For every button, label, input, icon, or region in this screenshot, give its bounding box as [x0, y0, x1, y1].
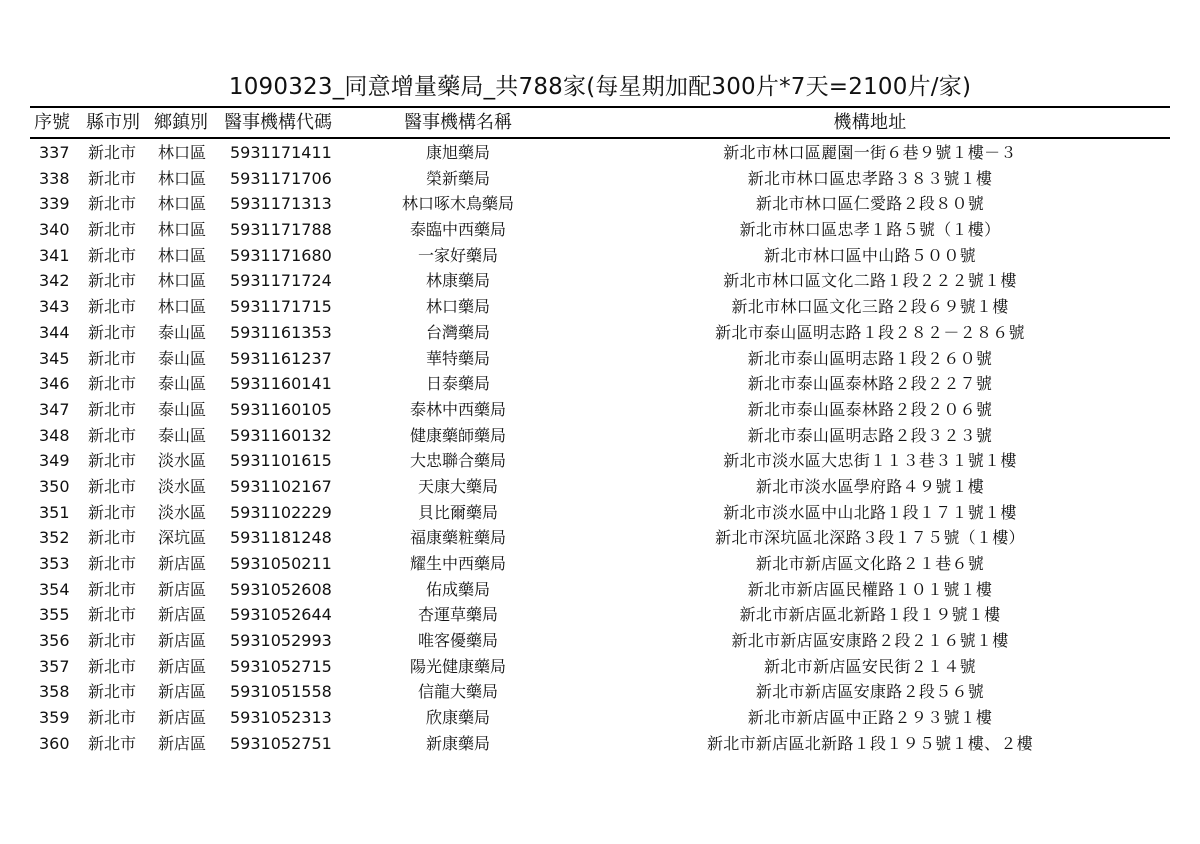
cell-code: 5931052644: [230, 605, 332, 625]
cell-address: 新北市新店區北新路１段１９５號１樓、２樓: [706, 733, 1033, 753]
table-row: [30, 500, 1170, 526]
cell-code: 5931101615: [230, 451, 332, 471]
cell-code: 5931171680: [230, 245, 332, 265]
cell-no: 349: [39, 451, 70, 471]
table-row: [30, 525, 1170, 551]
table-row: [30, 654, 1170, 680]
cell-code: 5931052608: [230, 579, 332, 599]
cell-no: 343: [39, 297, 70, 317]
cell-pharmacy-name: 佑成藥局: [425, 579, 490, 599]
table-row: [30, 577, 1170, 603]
cell-address: 新北市淡水區中山北路１段１７１號１樓: [723, 502, 1017, 522]
cell-address: 新北市林口區忠孝路３８３號１樓: [747, 168, 993, 188]
table-row: [30, 243, 1170, 269]
cell-town: 淡水區: [158, 502, 207, 522]
cell-pharmacy-name: 一家好藥局: [417, 245, 498, 265]
cell-code: 5931171411: [230, 143, 332, 162]
cell-no: 337: [39, 143, 70, 162]
cell-city: 新北市: [88, 322, 137, 342]
cell-code: 5931181248: [230, 528, 332, 548]
cell-city: 新北市: [88, 271, 137, 291]
cell-town: 林口區: [158, 297, 207, 317]
cell-pharmacy-name: 陽光健康藥局: [409, 656, 506, 676]
cell-code: 5931102229: [230, 502, 332, 522]
table-row: [30, 397, 1170, 423]
cell-city: 新北市: [88, 656, 137, 676]
cell-code: 5931171788: [230, 220, 332, 240]
cell-city: 新北市: [88, 245, 137, 265]
table-row: [30, 423, 1170, 449]
cell-address: 新北市林口區忠孝１路５號（１樓）: [739, 220, 1001, 240]
header-no: 序號: [34, 112, 70, 133]
cell-no: 355: [39, 605, 70, 625]
cell-town: 泰山區: [158, 399, 207, 419]
table-row: [30, 371, 1170, 397]
cell-code: 5931160132: [230, 425, 332, 445]
cell-city: 新北市: [88, 579, 137, 599]
cell-pharmacy-name: 康旭藥局: [425, 143, 490, 162]
cell-town: 泰山區: [158, 425, 207, 445]
cell-code: 5931052751: [230, 733, 332, 753]
cell-city: 新北市: [88, 348, 137, 368]
header-top-rule: [30, 106, 1170, 108]
table-row: [30, 679, 1170, 705]
cell-city: 新北市: [88, 425, 137, 445]
cell-town: 林口區: [158, 271, 207, 291]
cell-address: 新北市新店區民權路１０１號１樓: [747, 579, 993, 599]
cell-code: 5931171724: [230, 271, 332, 291]
cell-address: 新北市泰山區明志路１段２６０號: [747, 348, 993, 368]
cell-pharmacy-name: 唯客優藥局: [417, 631, 498, 651]
cell-pharmacy-name: 杏運草藥局: [417, 605, 498, 625]
cell-city: 新北市: [88, 554, 137, 573]
cell-city: 新北市: [88, 194, 137, 214]
cell-no: 346: [39, 374, 70, 394]
cell-code: 5931160141: [230, 374, 332, 394]
cell-address: 新北市林口區文化二路１段２２２號１樓: [723, 271, 1017, 291]
cell-code: 5931102167: [230, 476, 332, 496]
cell-town: 林口區: [158, 220, 207, 240]
cell-town: 林口區: [158, 143, 207, 162]
cell-town: 泰山區: [158, 322, 207, 342]
cell-town: 林口區: [158, 194, 207, 214]
cell-address: 新北市林口區麗園一街６巷９號１樓－３: [723, 143, 1017, 162]
cell-town: 新店區: [158, 631, 207, 651]
cell-address: 新北市新店區安康路２段５６號: [755, 682, 985, 702]
cell-address: 新北市新店區中正路２９３號１樓: [747, 708, 993, 728]
cell-address: 新北市淡水區學府路４９號１樓: [755, 476, 985, 496]
cell-no: 342: [39, 271, 70, 291]
cell-city: 新北市: [88, 631, 137, 651]
cell-town: 新店區: [158, 733, 207, 753]
cell-town: 淡水區: [158, 476, 207, 496]
cell-address: 新北市新店區安民街２１４號: [764, 656, 976, 676]
table-body: [30, 140, 1170, 757]
cell-address: 新北市林口區文化三路２段６９號１樓: [731, 297, 1009, 317]
cell-no: 360: [39, 733, 70, 753]
cell-town: 新店區: [158, 708, 207, 728]
cell-address: 新北市泰山區明志路２段３２３號: [747, 425, 993, 445]
cell-no: 358: [39, 682, 70, 702]
cell-city: 新北市: [88, 502, 137, 522]
cell-address: 新北市林口區中山路５００號: [764, 245, 976, 265]
cell-city: 新北市: [88, 220, 137, 240]
table-row: [30, 448, 1170, 474]
cell-pharmacy-name: 華特藥局: [425, 348, 490, 368]
cell-city: 新北市: [88, 528, 137, 548]
table-row: [30, 705, 1170, 731]
cell-no: 351: [39, 502, 70, 522]
cell-city: 新北市: [88, 733, 137, 753]
cell-address: 新北市泰山區泰林路２段２０６號: [747, 399, 993, 419]
cell-pharmacy-name: 榮新藥局: [425, 168, 490, 188]
cell-address: 新北市泰山區泰林路２段２２７號: [747, 374, 993, 394]
cell-no: 340: [39, 220, 70, 240]
cell-code: 5931052715: [230, 656, 332, 676]
cell-town: 林口區: [158, 168, 207, 188]
cell-no: 341: [39, 245, 70, 265]
header-code: 醫事機構代碼: [224, 112, 332, 133]
cell-pharmacy-name: 欣康藥局: [425, 708, 490, 728]
cell-code: 5931051558: [230, 682, 332, 702]
cell-town: 新店區: [158, 579, 207, 599]
cell-code: 5931052313: [230, 708, 332, 728]
cell-pharmacy-name: 信龍大藥局: [417, 682, 498, 702]
cell-town: 深坑區: [158, 528, 207, 548]
table-row: [30, 294, 1170, 320]
cell-address: 新北市新店區北新路１段１９號１樓: [739, 605, 1001, 625]
cell-pharmacy-name: 天康大藥局: [417, 476, 498, 496]
cell-city: 新北市: [88, 476, 137, 496]
cell-town: 泰山區: [158, 374, 207, 394]
cell-city: 新北市: [88, 399, 137, 419]
cell-town: 新店區: [158, 554, 207, 573]
cell-code: 5931160105: [230, 399, 332, 419]
cell-city: 新北市: [88, 605, 137, 625]
cell-no: 344: [39, 322, 70, 342]
cell-code: 5931050211: [230, 554, 332, 573]
cell-city: 新北市: [88, 708, 137, 728]
cell-pharmacy-name: 日泰藥局: [425, 374, 490, 394]
table-row: [30, 268, 1170, 294]
cell-code: 5931171706: [230, 168, 332, 188]
cell-code: 5931052993: [230, 631, 332, 651]
header-bottom-rule: [30, 137, 1170, 139]
cell-pharmacy-name: 貝比爾藥局: [417, 502, 498, 522]
cell-town: 新店區: [158, 605, 207, 625]
cell-town: 淡水區: [158, 451, 207, 471]
cell-no: 350: [39, 476, 70, 496]
cell-code: 5931171313: [230, 194, 332, 214]
cell-pharmacy-name: 林康藥局: [425, 271, 490, 291]
cell-pharmacy-name: 大忠聯合藥局: [409, 451, 506, 471]
cell-address: 新北市新店區安康路２段２１６號１樓: [731, 631, 1009, 651]
cell-pharmacy-name: 健康藥師藥局: [409, 425, 506, 445]
table-header: [30, 109, 1170, 137]
cell-pharmacy-name: 福康藥粧藥局: [409, 528, 506, 548]
cell-pharmacy-name: 泰臨中西藥局: [409, 220, 506, 240]
cell-no: 348: [39, 425, 70, 445]
cell-pharmacy-name: 台灣藥局: [425, 322, 490, 342]
cell-pharmacy-name: 林口藥局: [425, 297, 490, 317]
header-city: 縣市別: [86, 112, 140, 133]
cell-pharmacy-name: 林口啄木鳥藥局: [401, 194, 514, 214]
document-title: 1090323_同意增量藥局_共788家(每星期加配300片*7天=2100片/家): [228, 74, 972, 100]
cell-city: 新北市: [88, 374, 137, 394]
table-row: [30, 602, 1170, 628]
cell-city: 新北市: [88, 168, 137, 188]
table-row: [30, 320, 1170, 346]
header-name: 醫事機構名稱: [404, 112, 512, 133]
cell-code: 5931161353: [230, 322, 332, 342]
header-address: 機構地址: [833, 112, 907, 133]
table-row: [30, 731, 1170, 757]
cell-city: 新北市: [88, 682, 137, 702]
cell-address: 新北市林口區仁愛路２段８０號: [755, 194, 985, 214]
cell-no: 357: [39, 656, 70, 676]
cell-no: 347: [39, 399, 70, 419]
cell-no: 352: [39, 528, 70, 548]
cell-address: 新北市泰山區明志路１段２８２－２８６號: [715, 322, 1025, 342]
cell-town: 新店區: [158, 656, 207, 676]
table-row: [30, 217, 1170, 243]
cell-address: 新北市深坑區北深路３段１７５號（１樓）: [715, 528, 1025, 548]
cell-no: 356: [39, 631, 70, 651]
cell-city: 新北市: [88, 297, 137, 317]
cell-no: 338: [39, 168, 70, 188]
cell-code: 5931161237: [230, 348, 332, 368]
cell-no: 359: [39, 708, 70, 728]
cell-town: 新店區: [158, 682, 207, 702]
cell-code: 5931171715: [230, 297, 332, 317]
table-row: [30, 474, 1170, 500]
cell-city: 新北市: [88, 451, 137, 471]
cell-address: 新北市淡水區大忠街１１３巷３１號１樓: [723, 451, 1017, 471]
cell-town: 泰山區: [158, 348, 207, 368]
table-row: [30, 191, 1170, 217]
table-row: [30, 140, 1170, 166]
cell-no: 353: [39, 554, 70, 573]
table-row: [30, 346, 1170, 372]
cell-no: 345: [39, 348, 70, 368]
cell-city: 新北市: [88, 143, 137, 162]
table-row: [30, 166, 1170, 192]
cell-pharmacy-name: 泰林中西藥局: [409, 399, 506, 419]
cell-town: 林口區: [158, 245, 207, 265]
cell-pharmacy-name: 耀生中西藥局: [409, 554, 506, 573]
cell-no: 339: [39, 194, 70, 214]
table-row: [30, 628, 1170, 654]
cell-pharmacy-name: 新康藥局: [425, 733, 490, 753]
header-town: 鄉鎮別: [154, 112, 208, 133]
cell-no: 354: [39, 579, 70, 599]
cell-address: 新北市新店區文化路２１巷６號: [755, 554, 985, 573]
table-row: [30, 551, 1170, 577]
